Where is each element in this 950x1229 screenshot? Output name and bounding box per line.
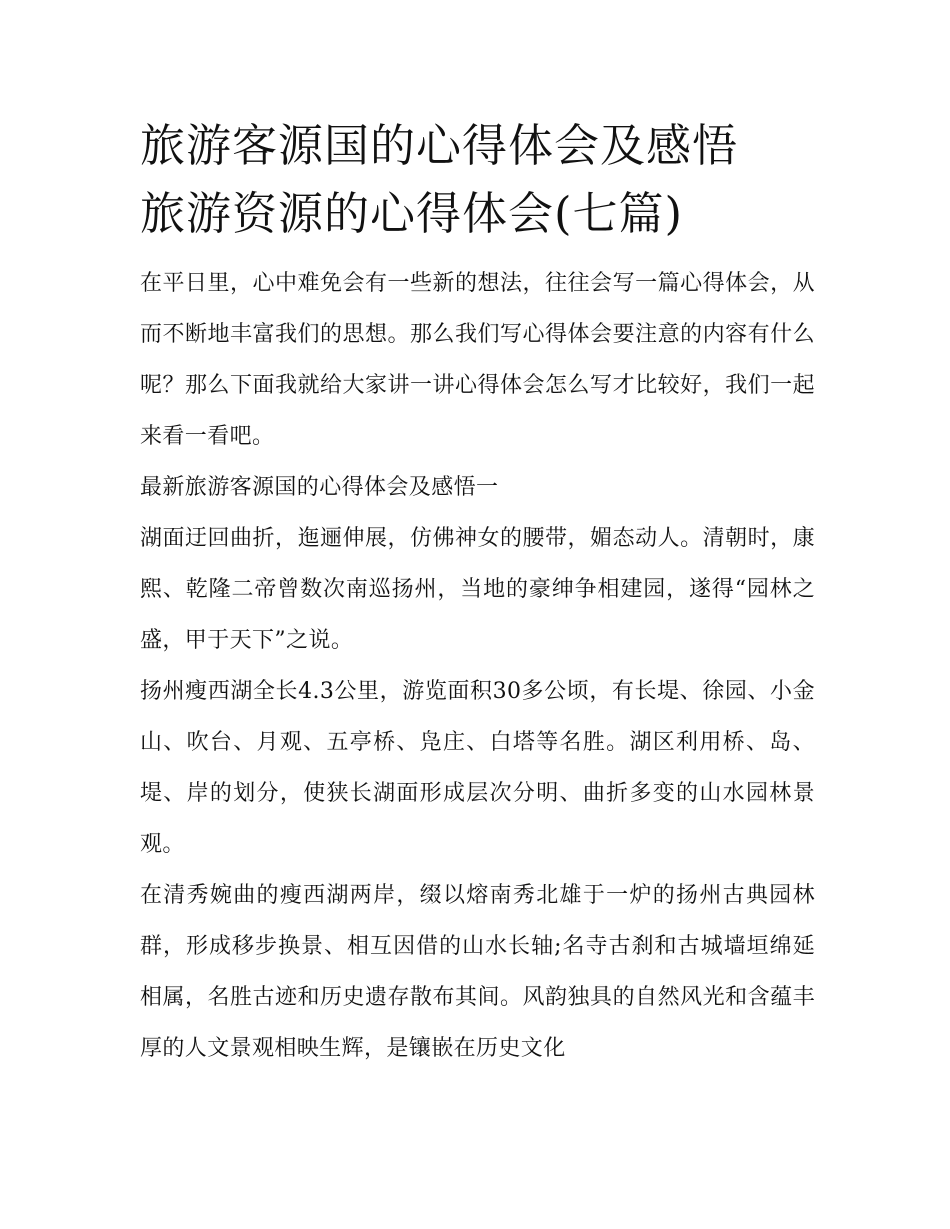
- title-line-2: 旅游资源的心得体会(七篇): [140, 187, 684, 240]
- body-paragraph-2: 扬州瘦西湖全长4.3公里，游览面积30多公顷，有长堤、徐园、小金山、吹台、月观、五亭桥、凫庄、白塔等名胜。湖区利用桥、岛、堤、岸的划分，使狭长湖面形成层次分明、曲折多变的山水园林景观。: [140, 679, 815, 857]
- body-paragraph-1: 湖面迂回曲折，迤逦伸展，仿佛神女的腰带，媚态动人。清朝时，康熙、乾隆二帝曾数次南巡扬州，当地的豪绅争相建园，遂得“园林之盛，甲于天下”之说。: [140, 526, 815, 653]
- document-page: [140, 112, 815, 1074]
- body-paragraph-3: 在清秀婉曲的瘦西湖两岸，缀以熔南秀北雄于一炉的扬州古典园林群，形成移步换景、相互因借的山水长轴;名寺古刹和古城墙垣绵延相属，名胜古迹和历史遗存散布其间。风韵独具的自然风光和含蕴丰厚的人文景观相映生辉，是镶嵌在历史文化: [140, 883, 815, 1061]
- document-title: [140, 112, 815, 248]
- intro-paragraph: 在平日里，心中难免会有一些新的想法，往往会写一篇心得体会，从而不断地丰富我们的思想。那么我们写心得体会要注意的内容有什么呢？那么下面我就给大家讲一讲心得体会怎么写才比较好，我们一起来看一看吧。: [140, 271, 815, 449]
- section-heading: 最新旅游客源国的心得体会及感悟一: [140, 475, 499, 500]
- title-line-1: 旅游客源国的心得体会及感悟: [140, 119, 739, 172]
